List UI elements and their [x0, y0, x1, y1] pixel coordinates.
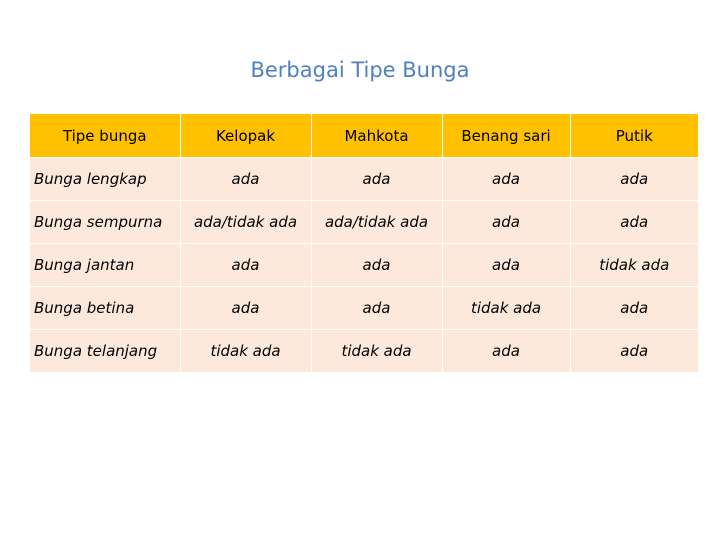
table-header-row: [30, 114, 698, 158]
row-label-cell: Bunga jantan: [30, 244, 180, 287]
table-row: [30, 244, 698, 287]
row-label-cell: Bunga sempurna: [30, 201, 180, 244]
table-cell: ada: [180, 158, 311, 201]
table-cell: ada: [180, 287, 311, 330]
table-row: [30, 201, 698, 244]
row-label-cell: Bunga lengkap: [30, 158, 180, 201]
table-cell: ada: [442, 244, 570, 287]
column-header-putik: Putik: [570, 114, 698, 158]
table-cell: ada: [442, 158, 570, 201]
table-cell: ada: [311, 287, 442, 330]
table-cell: ada/tidak ada: [180, 201, 311, 244]
table-cell: tidak ada: [442, 287, 570, 330]
table-row: [30, 158, 698, 201]
table-row: [30, 287, 698, 330]
table-cell: tidak ada: [180, 330, 311, 373]
column-header-mahkota: Mahkota: [311, 114, 442, 158]
page-title: Berbagai Tipe Bunga: [250, 58, 470, 82]
column-header-tipe-bunga: Tipe bunga: [30, 114, 180, 158]
column-header-kelopak: Kelopak: [180, 114, 311, 158]
column-header-benang-sari: Benang sari: [442, 114, 570, 158]
row-label-cell: Bunga telanjang: [30, 330, 180, 373]
table-cell: ada: [570, 287, 698, 330]
table-cell: ada: [180, 244, 311, 287]
table-cell: tidak ada: [311, 330, 442, 373]
table-cell: ada: [311, 158, 442, 201]
table-cell: ada/tidak ada: [311, 201, 442, 244]
table-cell: tidak ada: [570, 244, 698, 287]
row-label-cell: Bunga betina: [30, 287, 180, 330]
flower-type-table: [30, 114, 698, 372]
table-row: [30, 330, 698, 373]
table-cell: ada: [442, 330, 570, 373]
table-cell: ada: [570, 201, 698, 244]
table-cell: ada: [570, 330, 698, 373]
table-cell: ada: [442, 201, 570, 244]
table-cell: ada: [570, 158, 698, 201]
table-cell: ada: [311, 244, 442, 287]
